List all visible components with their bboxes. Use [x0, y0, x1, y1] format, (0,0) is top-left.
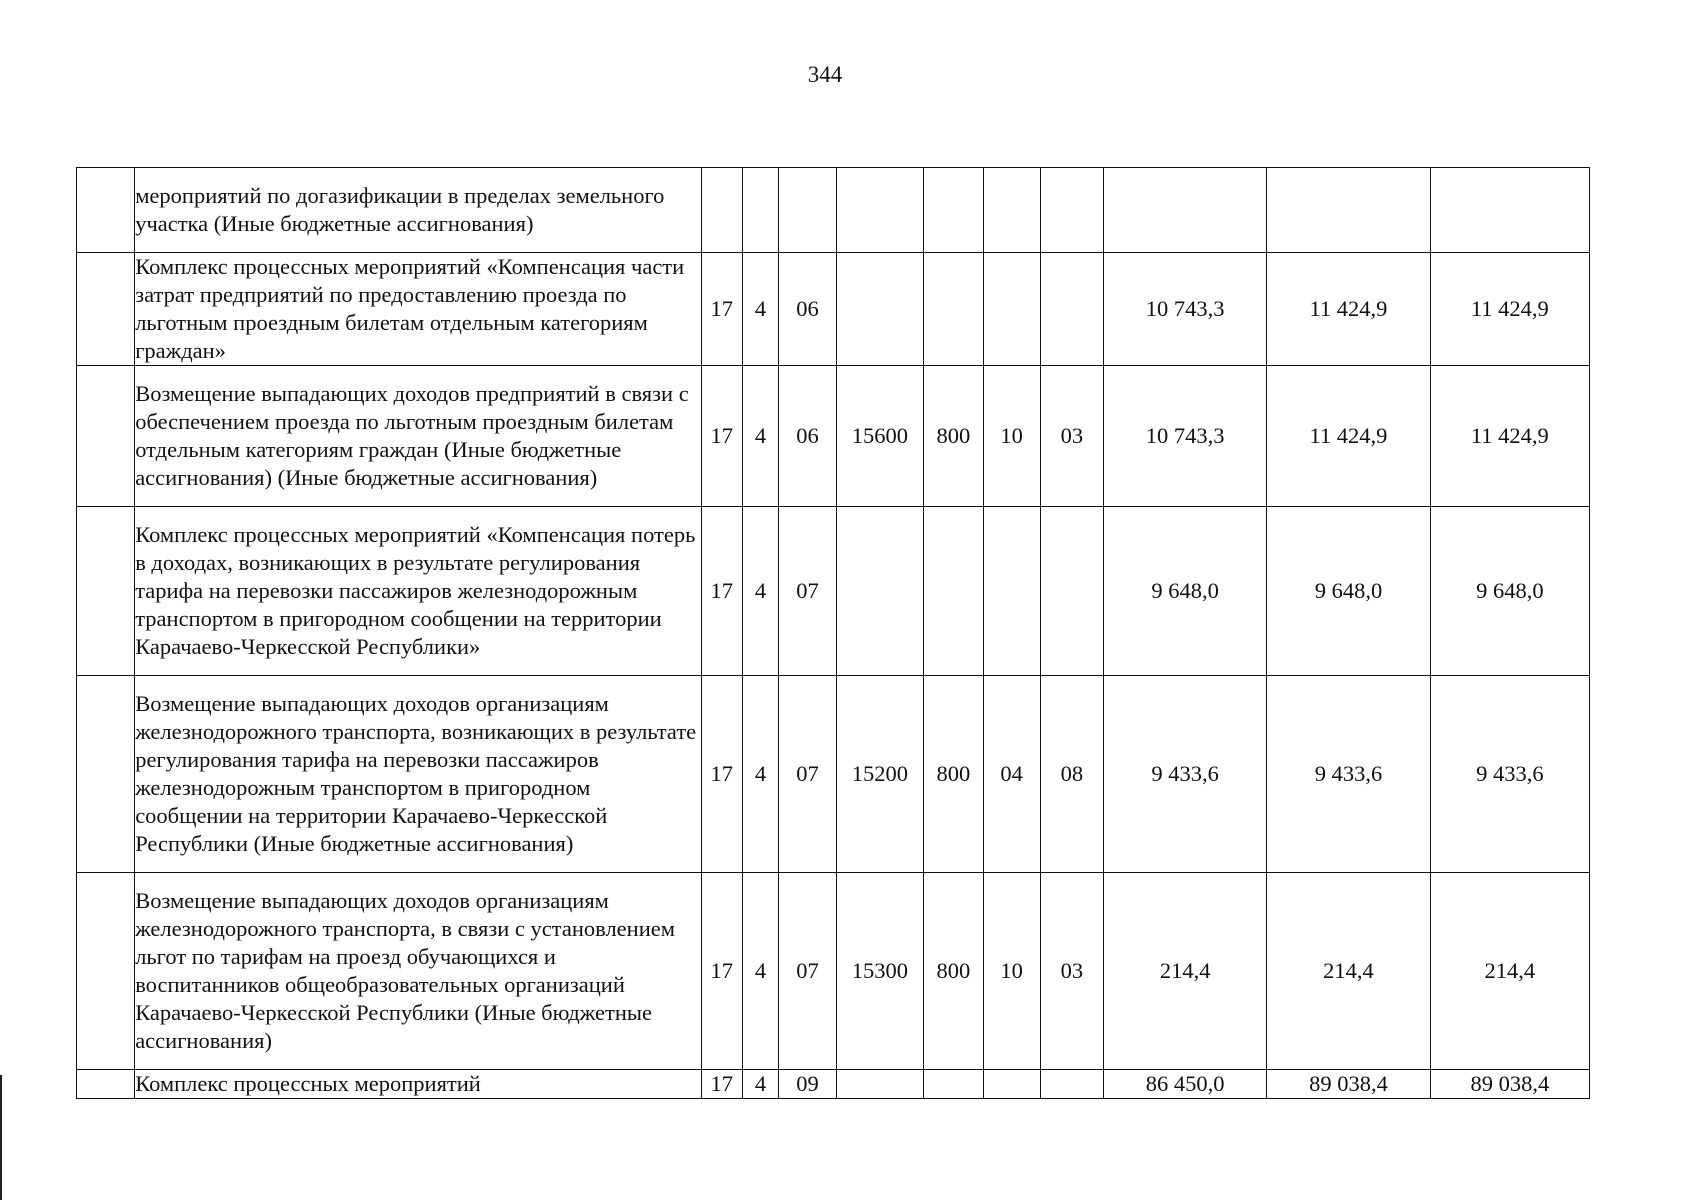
table-row — [77, 507, 1590, 676]
table-row — [77, 873, 1590, 1070]
amount-cell: 89 038,4 — [1267, 1070, 1430, 1099]
code-cell: 4 — [742, 253, 779, 366]
code-cell — [924, 168, 983, 253]
code-cell: 17 — [701, 507, 742, 676]
code-cell — [836, 507, 924, 676]
amount-cell: 11 424,9 — [1267, 366, 1430, 507]
code-cell — [983, 507, 1040, 676]
code-cell: 10 — [983, 873, 1040, 1070]
table-row — [77, 168, 1590, 253]
amount-cell: 9 433,6 — [1267, 676, 1430, 873]
amount-cell — [1103, 168, 1266, 253]
amount-cell: 9 648,0 — [1103, 507, 1266, 676]
code-cell — [1040, 1070, 1103, 1099]
code-cell: 03 — [1040, 366, 1103, 507]
code-cell: 07 — [779, 676, 836, 873]
code-cell — [742, 168, 779, 253]
code-cell: 17 — [701, 676, 742, 873]
amount-cell: 9 433,6 — [1103, 676, 1266, 873]
code-cell: 03 — [1040, 873, 1103, 1070]
budget-table — [76, 167, 1590, 1099]
code-cell: 4 — [742, 366, 779, 507]
table-row — [77, 366, 1590, 507]
item-name-cell: Комплекс процессных мероприятий «Компенсация части затрат предприятий по предоставлению проезда по льготным проездным билетам отдельным категориям граждан» — [135, 253, 702, 366]
table-row — [77, 253, 1590, 366]
code-cell: 800 — [924, 676, 983, 873]
row-number-cell — [77, 1070, 135, 1099]
row-number-cell — [77, 507, 135, 676]
amount-cell: 10 743,3 — [1103, 366, 1266, 507]
code-cell — [779, 168, 836, 253]
code-cell — [836, 253, 924, 366]
code-cell: 800 — [924, 366, 983, 507]
row-number-cell — [77, 676, 135, 873]
item-name-cell: Комплекс процессных мероприятий — [135, 1070, 702, 1099]
code-cell: 4 — [742, 1070, 779, 1099]
amount-cell: 214,4 — [1430, 873, 1589, 1070]
code-cell — [924, 1070, 983, 1099]
code-cell: 04 — [983, 676, 1040, 873]
amount-cell — [1267, 168, 1430, 253]
code-cell: 06 — [779, 366, 836, 507]
amount-cell: 9 433,6 — [1430, 676, 1589, 873]
amount-cell — [1430, 168, 1589, 253]
item-name-cell: мероприятий по догазификации в пределах земельного участка (Иные бюджетные ассигнования) — [135, 168, 702, 253]
code-cell: 15300 — [836, 873, 924, 1070]
code-cell: 15200 — [836, 676, 924, 873]
code-cell: 08 — [1040, 676, 1103, 873]
amount-cell: 89 038,4 — [1430, 1070, 1589, 1099]
amount-cell: 11 424,9 — [1430, 366, 1589, 507]
code-cell: 4 — [742, 873, 779, 1070]
code-cell — [983, 253, 1040, 366]
code-cell — [836, 1070, 924, 1099]
row-number-cell — [77, 873, 135, 1070]
code-cell: 4 — [742, 507, 779, 676]
amount-cell: 9 648,0 — [1267, 507, 1430, 676]
amount-cell: 11 424,9 — [1267, 253, 1430, 366]
code-cell — [924, 253, 983, 366]
item-name-cell: Возмещение выпадающих доходов организациям железнодорожного транспорта, возникающих в результате регулирования тарифа на перевозки пассажиров железнодорожным транспортом в пригородном сообщении на территории Карачаево-Черкесской Республики (Иные бюджетные ассигнования) — [135, 676, 702, 873]
scan-edge-mark — [0, 1075, 2, 1200]
amount-cell: 214,4 — [1267, 873, 1430, 1070]
code-cell: 06 — [779, 253, 836, 366]
row-number-cell — [77, 366, 135, 507]
code-cell — [983, 1070, 1040, 1099]
code-cell — [701, 168, 742, 253]
amount-cell: 11 424,9 — [1430, 253, 1589, 366]
item-name-cell: Комплекс процессных мероприятий «Компенсация потерь в доходах, возникающих в результате регулирования тарифа на перевозки пассажиров железнодорожным транспортом в пригородном сообщении на территории Карачаево-Черкесской Республики» — [135, 507, 702, 676]
code-cell — [924, 507, 983, 676]
code-cell — [983, 168, 1040, 253]
code-cell — [836, 168, 924, 253]
code-cell: 800 — [924, 873, 983, 1070]
item-name-cell: Возмещение выпадающих доходов организациям железнодорожного транспорта, в связи с установлением льгот по тарифам на проезд обучающихся и воспитанников общеобразовательных организаций Карачаево-Черкесской Республики (Иные бюджетные ассигнования) — [135, 873, 702, 1070]
code-cell: 15600 — [836, 366, 924, 507]
code-cell: 07 — [779, 873, 836, 1070]
code-cell: 07 — [779, 507, 836, 676]
code-cell — [1040, 168, 1103, 253]
code-cell: 17 — [701, 1070, 742, 1099]
code-cell: 17 — [701, 253, 742, 366]
code-cell: 4 — [742, 676, 779, 873]
code-cell — [1040, 253, 1103, 366]
table-row — [77, 676, 1590, 873]
amount-cell: 214,4 — [1103, 873, 1266, 1070]
row-number-cell — [77, 253, 135, 366]
code-cell: 17 — [701, 873, 742, 1070]
table-row — [77, 1070, 1590, 1099]
amount-cell: 9 648,0 — [1430, 507, 1589, 676]
code-cell: 09 — [779, 1070, 836, 1099]
code-cell — [1040, 507, 1103, 676]
amount-cell: 10 743,3 — [1103, 253, 1266, 366]
amount-cell: 86 450,0 — [1103, 1070, 1266, 1099]
item-name-cell: Возмещение выпадающих доходов предприятий в связи с обеспечением проезда по льготным проездным билетам отдельным категориям граждан (Иные бюджетные ассигнования) (Иные бюджетные ассигнования) — [135, 366, 702, 507]
code-cell: 17 — [701, 366, 742, 507]
row-number-cell — [77, 168, 135, 253]
page-number: 344 — [807, 62, 843, 87]
code-cell: 10 — [983, 366, 1040, 507]
